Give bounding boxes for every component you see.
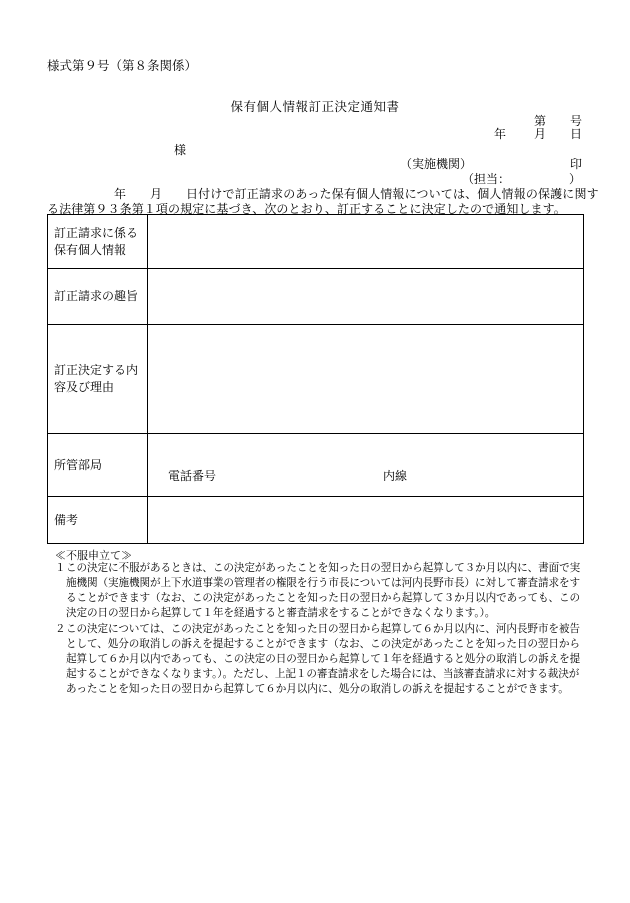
table-row [48,497,584,544]
agency-label: （実施機関） [400,157,473,171]
addressee-suffix: 様 [174,143,187,157]
intro-line-1: 日付けで訂正請求のあった保有個人情報については、個人情報の保護に関す [186,187,599,201]
number-label-dai: 第 [534,114,547,128]
intro-year: 年 [114,187,127,201]
document-title: 保有個人情報訂正決定通知書 [230,99,400,114]
table-row [48,434,584,497]
table-row [48,325,584,434]
row-content-info[interactable] [148,215,584,269]
extension-label: 内線 [383,469,408,483]
person-in-charge-label: （担当： [462,172,511,186]
person-in-charge-close: ） [569,172,582,186]
intro-month: 月 [150,187,163,201]
row-content-remarks[interactable] [148,497,584,544]
table-row [48,215,584,269]
phone-number-label: 電話番号 [168,469,217,483]
appeal-heading: ≪不服申立て≫ [55,549,132,562]
table-row [48,269,584,325]
row-label-info: 訂正請求に係る保有個人情報 [48,215,148,269]
decision-table [47,214,584,544]
row-content-purpose[interactable] [148,269,584,325]
row-label-decision: 訂正決定する内容及び理由 [48,325,148,434]
row-label-remarks: 備考 [48,497,148,544]
note-text: この決定については、この決定があったことを知った日の翌日から起算して６か月以内に、河内長野市を被告として、処分の取消しの訴えを提起することができます（なお、この決定があったことを知った日の翌日から起算して６か月以内であっても、この決定の日の翌日から起算して１年を経過すると処分の取消しの訴えを提起することができなくなります。）。ただし、上記１の審査請求をした場合には、当該審査請求に対する裁決があったことを知った日の翌日から起算して６か月以内に、処分の取消しの訴えを提起することができます。 [66,623,581,695]
note-number: ２ [55,623,66,635]
appeal-note-2 [47,622,585,697]
date-year-label: 年 [494,127,507,141]
row-content-department[interactable] [148,434,584,497]
appeal-note-1 [47,561,585,621]
intro-line-2: る法律第９３条第１項の規定に基づき、次のとおり、訂正することに決定したので通知します。 [47,202,566,216]
appeal-notes [47,561,585,698]
form-number: 様式第９号（第８条関係） [47,58,198,73]
row-label-department: 所管部局 [48,434,148,497]
date-day-label: 日 [570,127,583,141]
row-label-purpose: 訂正請求の趣旨 [48,269,148,325]
seal-mark: 印 [570,157,583,171]
note-number: １ [55,562,66,574]
note-text: この決定に不服があるときは、この決定があったことを知った日の翌日から起算して３か月以内に、書面で実施機関（実施機関が上下水道事業の管理者の権限を行う市長については河内長野市長）に対して審査請求をすることができます（なお、この決定があったことを知った日の翌日から起算して３か月以内であっても、この決定の日の翌日から起算して１年を経過すると審査請求をすることができなくなります。）。 [66,562,581,619]
number-label-go: 号 [570,114,583,128]
row-content-decision[interactable] [148,325,584,434]
date-month-label: 月 [534,127,547,141]
